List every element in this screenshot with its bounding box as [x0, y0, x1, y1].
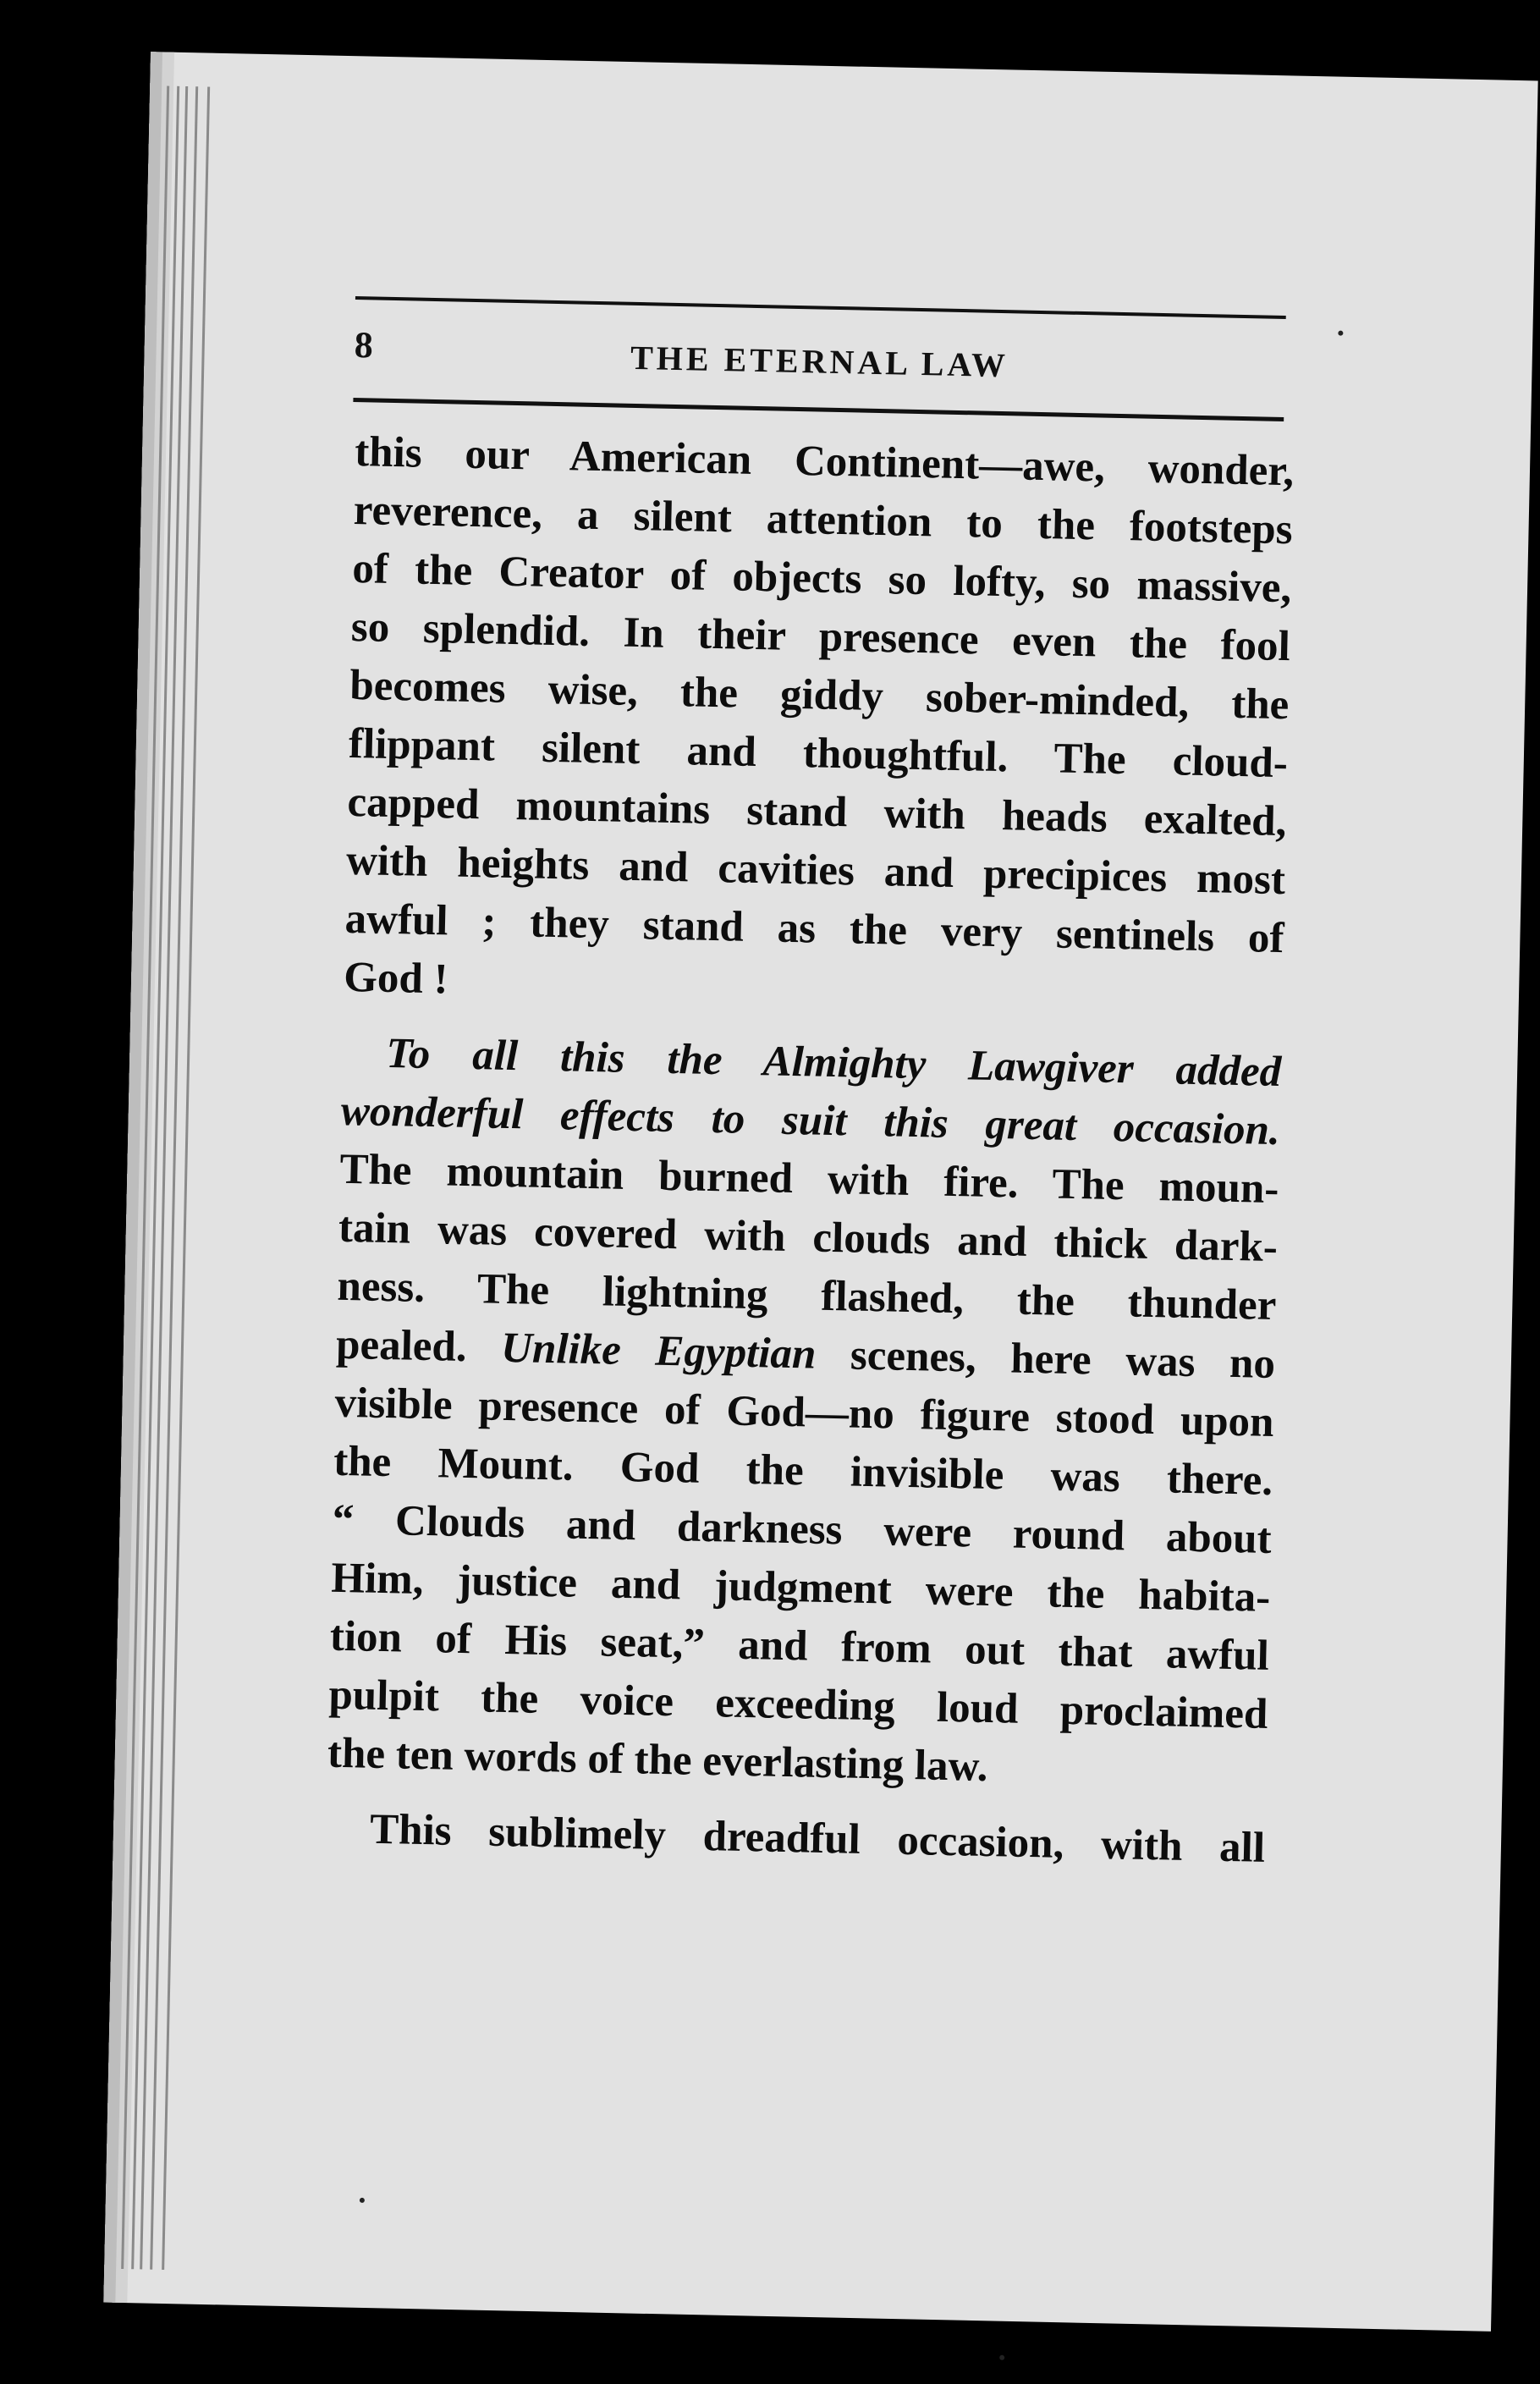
text-line: the Mount. God the invisible was there.: [333, 1437, 1273, 1505]
text-line: becomes wise, the giddy sober-minded, the: [349, 661, 1290, 730]
text-line: so splendid. In their presence even the fool: [350, 603, 1291, 671]
text-line: reverence, a silent attention to the footsteps: [353, 486, 1294, 554]
text-line: Him, justice and judgment were the habita-: [330, 1554, 1271, 1621]
text-run-italic: Unlike Egyptian: [500, 1324, 817, 1379]
dust-speck: [999, 2355, 1004, 2360]
page-number: 8: [354, 323, 374, 366]
text-line: God !: [343, 953, 449, 1004]
text-line-italic: wonderful effects to suit this great occasion.: [340, 1087, 1281, 1155]
text-line: The mountain burned with fire. The moun-: [338, 1145, 1279, 1214]
text-line-italic: To all this the Almighty Lawgiver added: [385, 1029, 1282, 1097]
text-run: pealed.: [335, 1320, 502, 1372]
text-line: tion of His seat,” and from out that awful: [329, 1612, 1270, 1680]
body-text: [325, 423, 1294, 1878]
dust-speck: [360, 2198, 365, 2203]
text-line: of the Creator of objects so lofty, so massive,: [351, 544, 1292, 613]
running-title: THE ETERNAL LAW: [630, 338, 1009, 385]
text-line: visible presence of God—no figure stood upon: [334, 1379, 1275, 1446]
paragraph-1: [344, 423, 1295, 1027]
text-line: this our American Continent—awe, wonder,: [354, 427, 1295, 496]
text-line: capped mountains stand with heads exalted,: [347, 778, 1287, 846]
text-line: tain was covered with clouds and thick dark-: [338, 1203, 1279, 1272]
paragraph-2: [327, 1024, 1282, 1803]
text-run: scenes, here was no: [815, 1330, 1276, 1389]
dust-speck: [1338, 331, 1343, 336]
text-line: awful ; they stand as the very sentinels of: [344, 895, 1285, 963]
text-line: pulpit the voice exceeding loud proclaimed: [327, 1671, 1268, 1738]
text-line: flippant silent and thoughtful. The cloud-: [348, 719, 1289, 788]
text-line: the ten words of the everlasting law.: [327, 1729, 988, 1791]
text-line: “ Clouds and darkness were round about: [332, 1495, 1273, 1563]
text-line: with heights and cavities and precipices most: [345, 836, 1286, 905]
text-line: ness. The lightning flashed, the thunder: [337, 1262, 1277, 1330]
text-line: This sublimely dreadful occasion, with all: [369, 1805, 1266, 1872]
